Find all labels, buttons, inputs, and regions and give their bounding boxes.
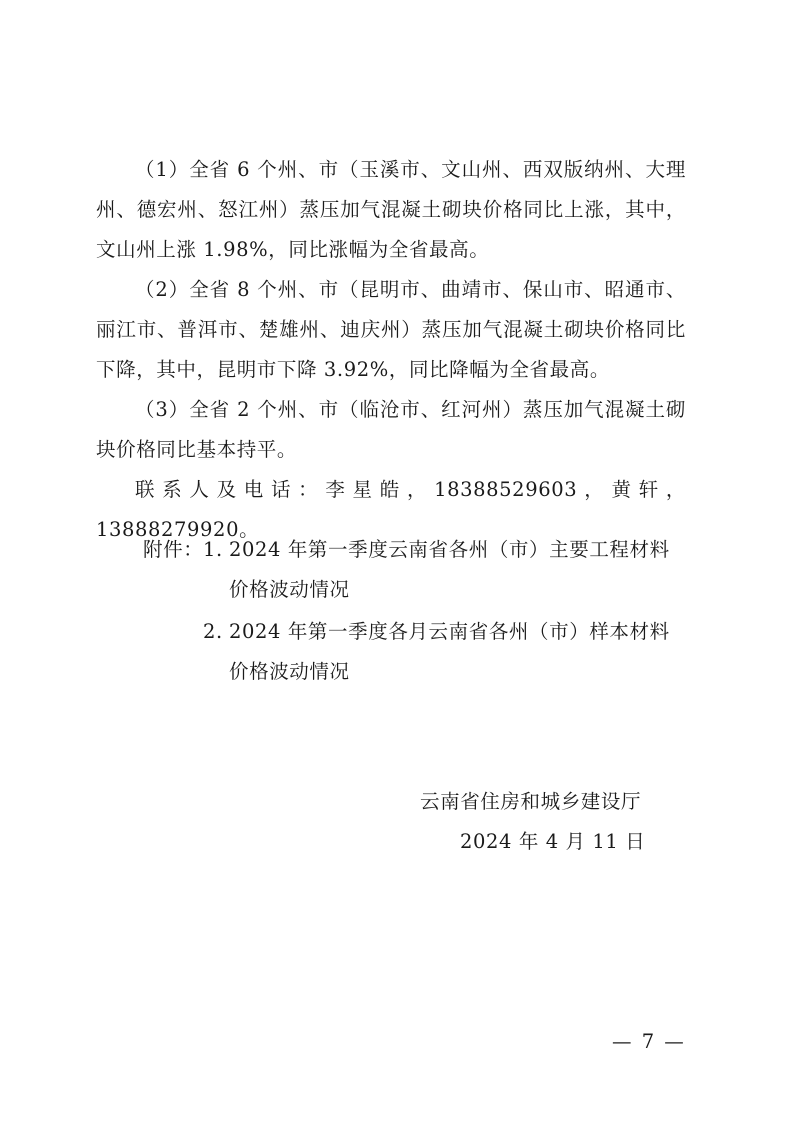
issuing-organization: 云南省住房和城乡建设厅 <box>420 790 642 813</box>
paragraph-item-3: （3）全省 2 个州、市（临沧市、红河州）蒸压加气混凝土砌块价格同比基本持平。 <box>96 398 686 461</box>
attachment-number: 2. <box>203 620 223 643</box>
contact-line: 联系人及电话：李星皓，18388529603，黄轩，13888279920。 <box>96 478 686 541</box>
attachment-item <box>203 530 688 610</box>
attachment-number: 1. <box>203 538 223 561</box>
paragraph-item-2: （2）全省 8 个州、市（昆明市、曲靖市、保山市、昭通市、丽江市、普洱市、楚雄州、迪庆州）蒸压加气混凝土砌块价格同比下降，其中，昆明市下降 3.92%，同比降幅为全省最高。 <box>96 278 686 381</box>
body-text <box>96 150 686 550</box>
attachments-list <box>203 530 688 694</box>
signature-block <box>420 782 720 862</box>
attachment-title: 2024 年第一季度云南省各州（市）主要工程材料价格波动情况 <box>229 538 670 601</box>
attachment-item <box>203 612 688 692</box>
issue-date: 2024 年 4 月 11 日 <box>460 830 646 853</box>
attachments-section <box>143 530 688 694</box>
attachments-label: 附件： <box>143 538 204 561</box>
attachment-title: 2024 年第一季度各月云南省各州（市）样本材料价格波动情况 <box>229 620 670 683</box>
paragraph-item-1: （1）全省 6 个州、市（玉溪市、文山州、西双版纳州、大理州、德宏州、怒江州）蒸压加气混凝土砌块价格同比上涨，其中，文山州上涨 1.98%，同比涨幅为全省最高。 <box>96 158 686 261</box>
page-number: — 7 — <box>612 1030 686 1053</box>
